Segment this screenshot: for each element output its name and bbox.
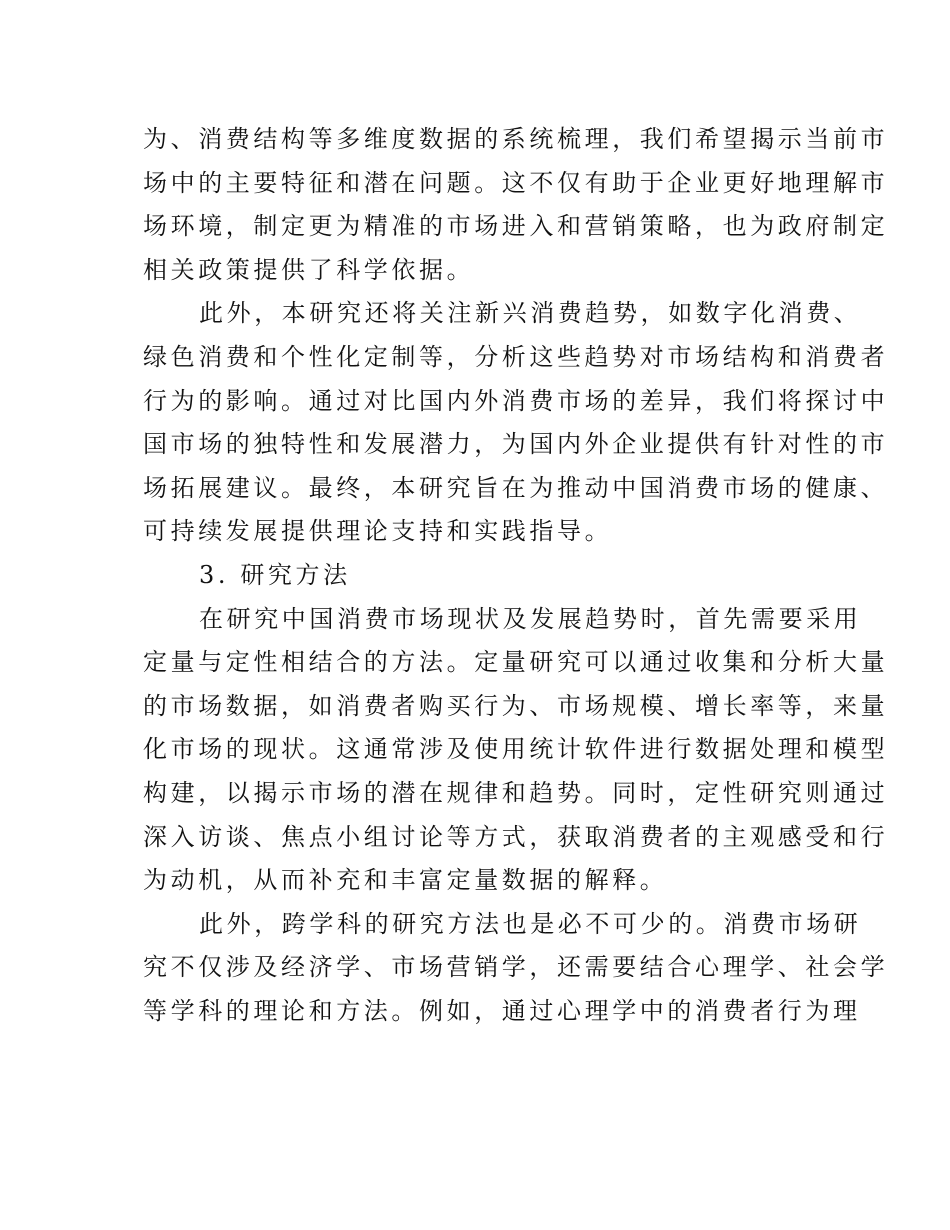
text-line: 等学科的理论和方法。例如，通过心理学中的消费者行为理: [143, 996, 861, 1025]
document-body: [143, 121, 889, 1036]
paragraph-first-line: 在研究中国消费市场现状及发展趋势时，首先需要采用: [199, 604, 862, 633]
text-line: 国市场的独特性和发展潜力，为国内外企业提供有针对性的市: [143, 430, 889, 459]
text-line: 可持续发展提供理论支持和实践指导。: [143, 517, 613, 546]
text-line: 场中的主要特征和潜在问题。这不仅有助于企业更好地理解市: [143, 168, 889, 197]
text-line: 绿色消费和个性化定制等，分析这些趋势对市场结构和消费者: [143, 342, 889, 371]
text-line: 行为的影响。通过对比国内外消费市场的差异，我们将探讨中: [143, 386, 889, 415]
text-line: 为、消费结构等多维度数据的系统梳理，我们希望揭示当前市: [143, 125, 889, 153]
text-line: 深入访谈、焦点小组讨论等方式，获取消费者的主观感受和行: [143, 822, 889, 851]
text-line: 化市场的现状。这通常涉及使用统计软件进行数据处理和模型: [143, 735, 889, 764]
text-line: 场拓展建议。最终，本研究旨在为推动中国消费市场的健康、: [143, 473, 889, 502]
section-heading: 3. 研究方法: [199, 560, 351, 589]
text-line: 场环境，制定更为精准的市场进入和营销策略，也为政府制定: [143, 212, 889, 241]
paragraph-first-line: 此外，跨学科的研究方法也是必不可少的。消费市场研: [199, 909, 862, 938]
text-line: 为动机，从而补充和丰富定量数据的解释。: [143, 866, 668, 895]
text-line: 究不仅涉及经济学、市场营销学，还需要结合心理学、社会学: [143, 953, 889, 982]
text-line: 定量与定性相结合的方法。定量研究可以通过收集和分析大量: [143, 648, 889, 677]
paragraph-first-line: 此外，本研究还将关注新兴消费趋势，如数字化消费、: [199, 299, 862, 328]
text-line: 相关政策提供了科学依据。: [143, 255, 475, 284]
text-line: 构建，以揭示市场的潜在规律和趋势。同时，定性研究则通过: [143, 778, 889, 807]
text-line: 的市场数据，如消费者购买行为、市场规模、增长率等，来量: [143, 691, 889, 720]
